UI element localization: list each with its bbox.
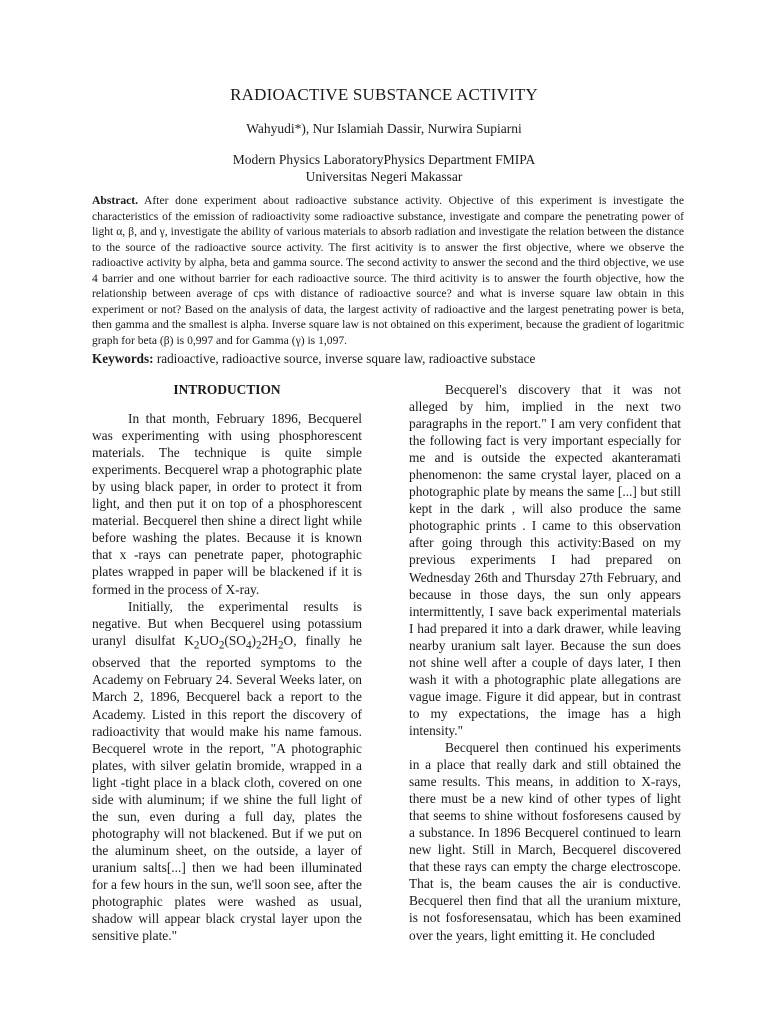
left-column (92, 381, 362, 944)
keywords-text: radioactive, radioactive source, inverse square law, radioactive substace (153, 351, 536, 366)
text-run: (SO (224, 632, 246, 648)
paragraph: Becquerel's discovery that it was not alleged by him, implied in the next two paragraphs in the report." I am very confident that the following fact is very important especially for me and is outside the expected akanteramati phenomenon: the same crystal layer, placed on a photographic plate by means the same [...] but still kept in the dark , will also produce the same photographic prints . I came to this observation after going through this activity:Based on my previous experiments I had prepared on Wednesday 26th and Thursday 27th February, and because in those days, the sun only appears intermittently, I save back experimental materials I had prepared it into a dark drawer, while leaving nearby uranium salt layer. Because the sun does not shine well after a couple of days later, I then wash it with a photographic plate allegations are vague image. Figure it did appear, but in contrast to my expectations, the image has a high intensity." (409, 382, 681, 738)
text-run: ) (251, 632, 257, 648)
abstract-label: Abstract. (92, 194, 139, 207)
author-list: Wahyudi*), Nur Islamiah Dassir, Nurwira Supiarni (246, 121, 522, 136)
subscript: 2 (218, 639, 225, 652)
paragraph: Becquerel then continued his experiments in a place that really dark and still obtained the same results. This means, in addition to X-rays, there must be a new kind of other types of light that seems to shine without fosforesens caused by a substance. In 1896 Becquerel continued to learn new light. Still in March, Becquerel discovered that these rays can empty the charge electroscope. That is, the beam causes the air is conductive. Becquerel then find that all the uranium mixture, is not fosforesensatau, which has been examined over the years, light emitting it. He concluded (409, 739, 681, 943)
affiliation-line-1: Modern Physics LaboratoryPhysics Department FMIPA (232, 152, 536, 167)
abstract-text: After done experiment about radioactive substance activity. Objective of this experiment is investigate the characteristics of the emission of radioactivity some radioactive substance, investigate and compare the penetrating power of light α, β, and γ, investigate the ability of various materials to absorb radiation and investigate the relation between the distance to the source of the radioactive source activity. The first acitivity is to answer the first objective, where we observe the radioactive activity by alpha, beta and gamma source. The second activity to answer the second and the third objective, we use 4 barrier and one without barrier for each radioactive source. The third acitivity is to answer the fourth objective, how the relationship between average of cps with distance of radioactive source? and what is inverse square law obtain in this experiment or not? Based on the analysis of data, the largest activity of radioactive and the largest penetrating power is beta, then gamma and the smallest is alpha. Inverse square law is not obtained on this experiment, because the gradient of logaritmic graph for beta (β) is 0,997 and for Gamma (γ) is 1,097. (92, 194, 684, 347)
abstract (92, 193, 684, 348)
text-run: UO (199, 632, 219, 648)
introduction-heading: INTRODUCTION (173, 382, 281, 397)
subscript: 2 (193, 639, 200, 652)
text-run: Initially, the experimental results is negative. But when Becquerel using potassium uranyl disulfat K (92, 598, 362, 648)
text-run: 2H (261, 632, 278, 648)
keywords (92, 351, 684, 367)
paragraph: In that month, February 1896, Becquerel was experimenting with using phosphorescent materials. The technique is quite simple experiments. Becquerel wrap a photographic plate by using black paper, in order to protect it from light, and then put it on top of a phosphorescent material. Becquerel then shine a direct light while before washing the plates. Because it is known that x -rays can penetrate paper, photographic plates wrapped in paper will be blackened if it is formed in the process of X-ray. (92, 411, 362, 597)
affiliation (0, 151, 768, 185)
paragraph (92, 598, 362, 945)
paper-title: RADIOACTIVE SUBSTANCE ACTIVITY (230, 85, 538, 104)
keywords-label: Keywords: (92, 351, 154, 366)
subscript: 4 (245, 639, 252, 652)
right-column (409, 381, 681, 944)
subscript: 2 (277, 639, 284, 652)
affiliation-line-2: Universitas Negeri Makassar (305, 169, 463, 184)
subscript: 2 (256, 639, 262, 652)
text-run: O, finally he observed that the reported symptoms to the Academy on February 24. Several Weeks later, on March 2, 1896, Becquerel back a report to the Academy. Listed in this report the discovery of radioactivity that would make his name famous. Becquerel wrote in the report, "A photographic plates, with silver gelatin bromide, wrapped in a light -tight place in a black cloth, covered on one side with aluminum; if we shine the full light of the sun, even during a full day, plates the photography will not blackened. But if we put on the aluminum sheet, on the outside, a layer of uranium salts[...] then we had been illuminated for a few hours in the sun, we'll soon see, after the photographic plates were washed as usual, shadow will appear black crystal layer upon the sensitive plate." (92, 632, 362, 944)
